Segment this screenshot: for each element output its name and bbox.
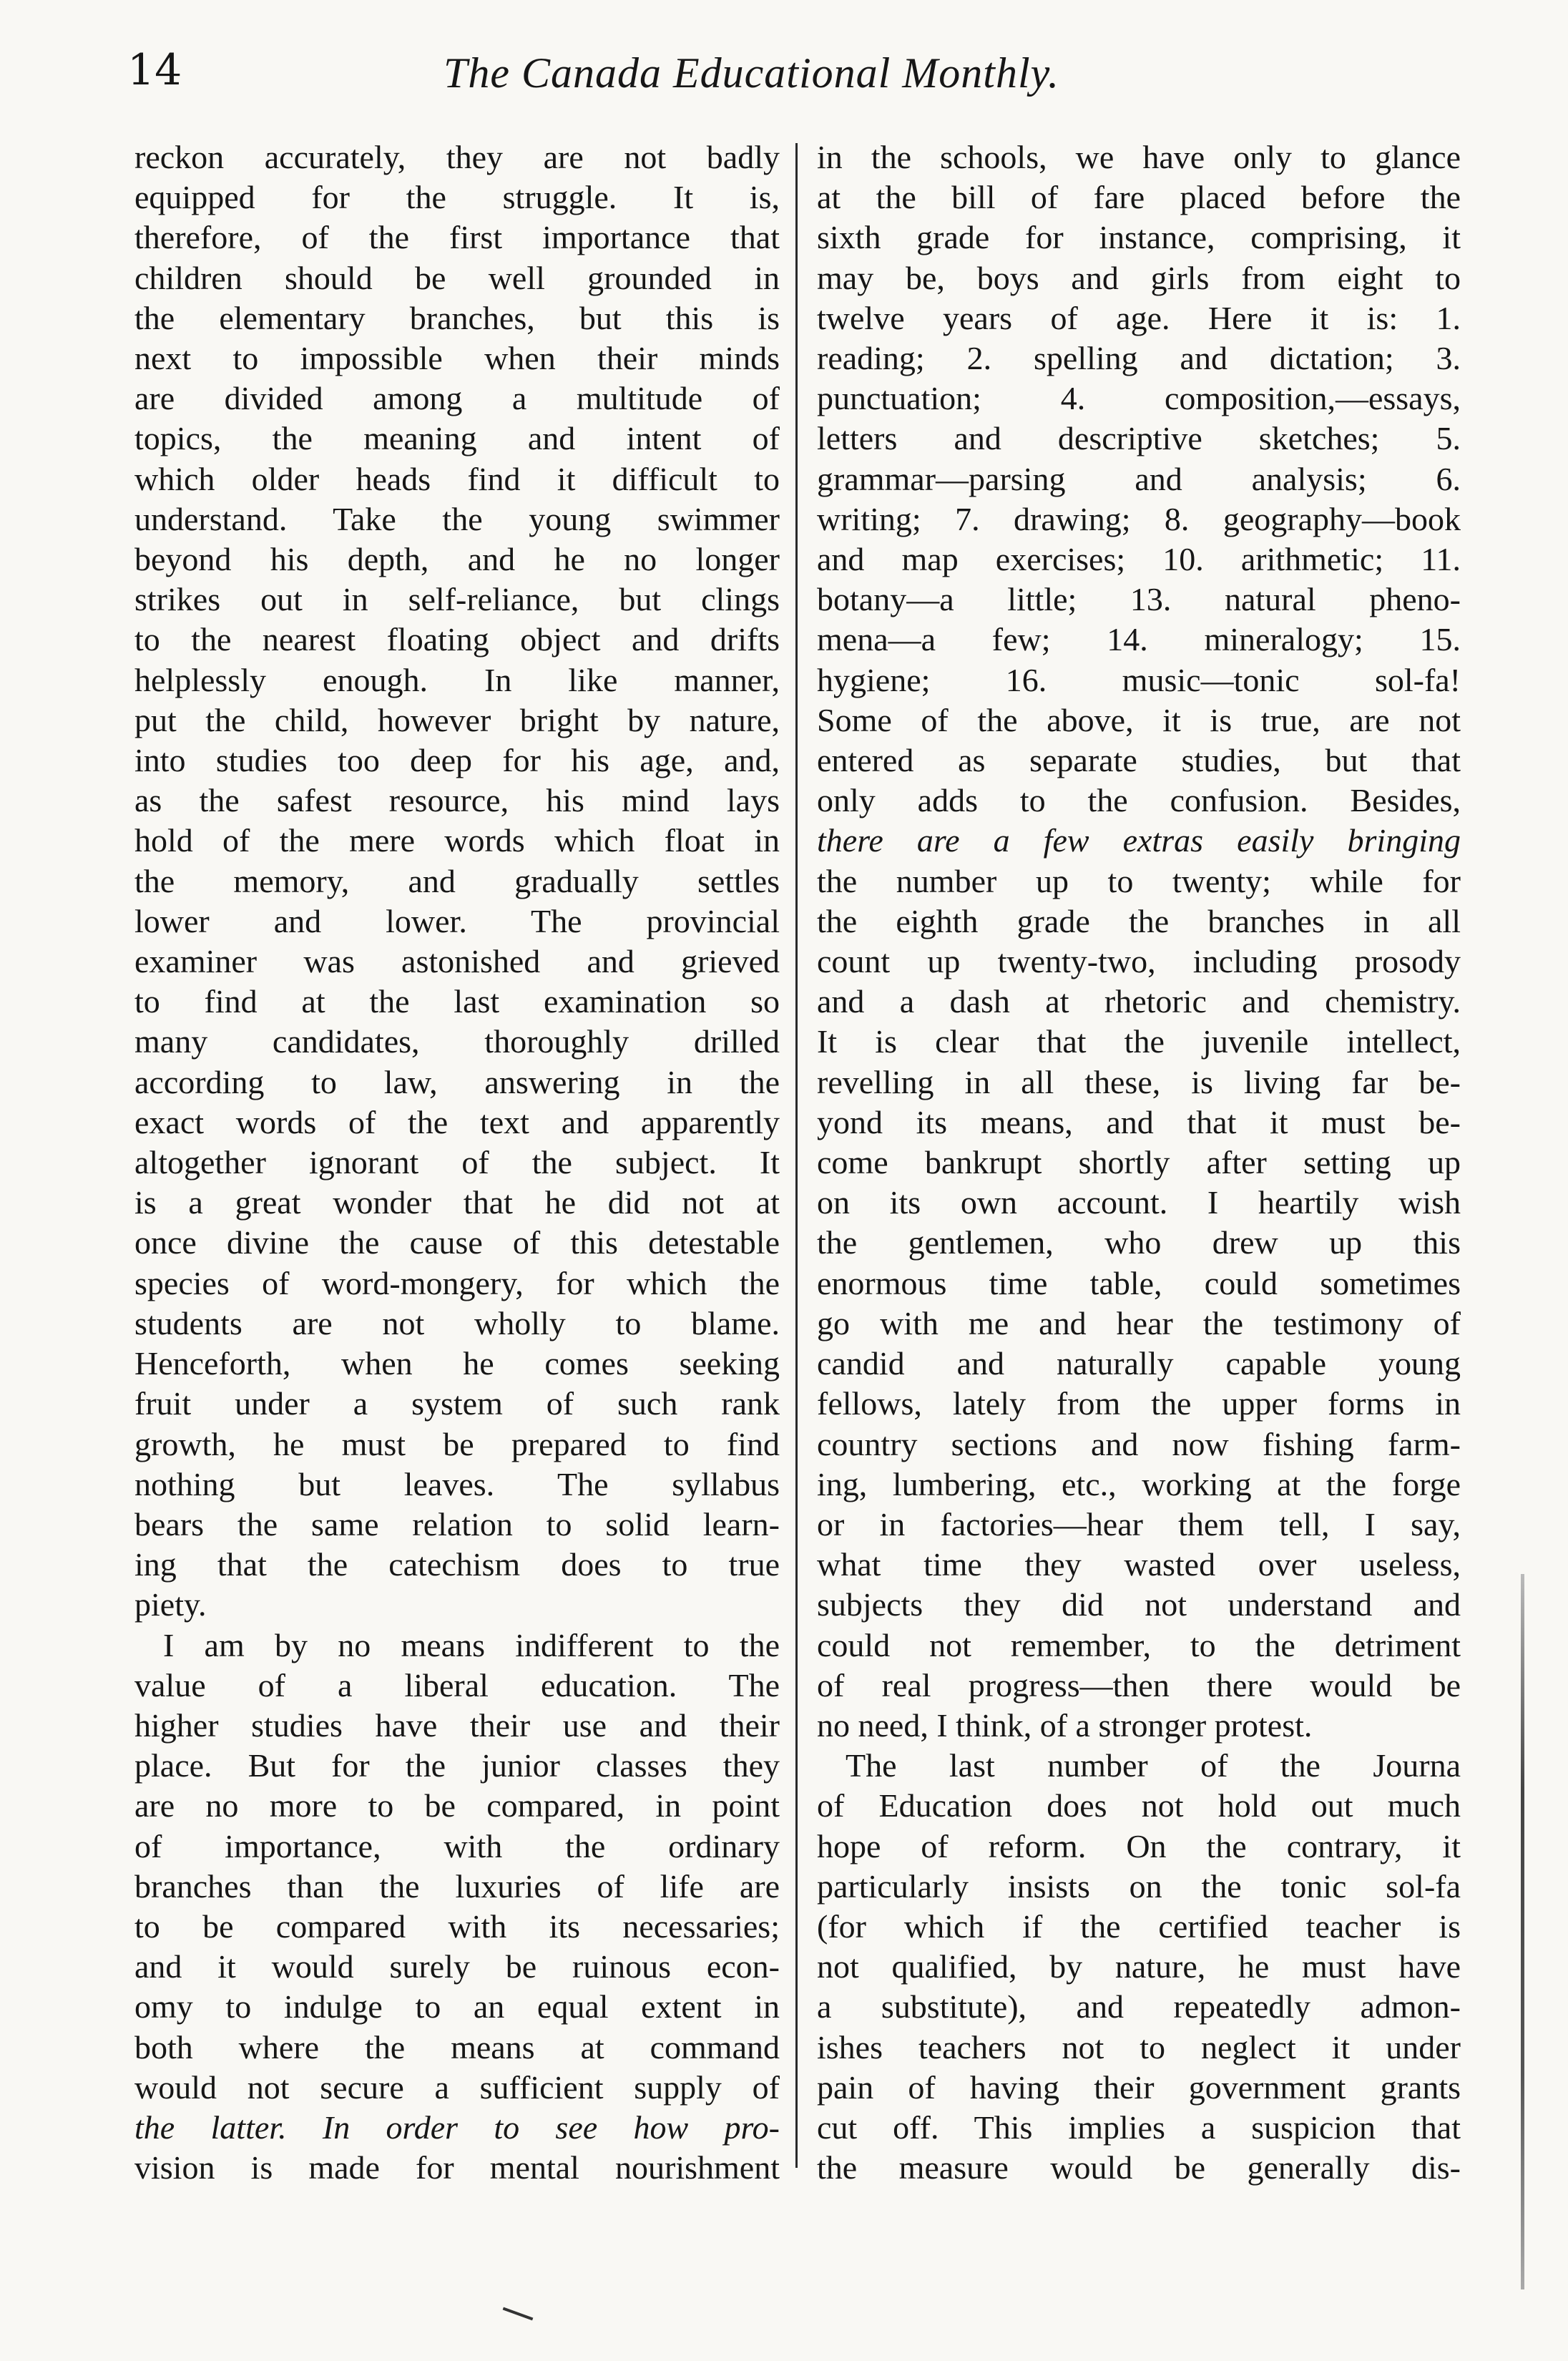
left-line: therefore, of the first importance that [134, 219, 780, 256]
right-line: (for which if the certified teacher is [817, 1907, 1461, 1945]
left-line: would not secure a sufficient supply of [134, 2068, 780, 2106]
page-number: 14 [127, 45, 182, 95]
right-line: entered as separate studies, but that [817, 742, 1461, 779]
left-line: into studies too deep for his age, and, [134, 742, 780, 779]
left-line: I am by no means indifferent to the [163, 1626, 780, 1663]
right-line: grammar—parsing and analysis; 6. [817, 460, 1461, 497]
right-line: reading; 2. spelling and dictation; 3. [817, 340, 1461, 377]
right-line: yond its means, and that it must be- [817, 1103, 1461, 1140]
right-line: subjects they did not understand and [817, 1586, 1461, 1623]
left-line: once divine the cause of this detestable [134, 1224, 780, 1261]
left-line: the latter. In order to see how pro- [134, 2108, 780, 2146]
left-line: nothing but leaves. The syllabus [134, 1465, 780, 1502]
left-line: hold of the mere words which float in [134, 822, 780, 859]
right-line: writing; 7. drawing; 8. geography—book [817, 500, 1461, 537]
left-line: Henceforth, when he comes seeking [134, 1345, 780, 1382]
right-line: the gentlemen, who drew up this [817, 1224, 1461, 1261]
left-line: both where the means at command [134, 2028, 780, 2066]
left-line: the memory, and gradually settles [134, 862, 780, 899]
left-line: altogether ignorant of the subject. It [134, 1144, 780, 1181]
left-line: many candidates, thoroughly drilled [134, 1023, 780, 1060]
right-line: not qualified, by nature, he must have [817, 1948, 1461, 1985]
left-line: as the safest resource, his mind lays [134, 782, 780, 819]
left-line: according to law, answering in the [134, 1063, 780, 1100]
left-line: are no more to be compared, in point [134, 1787, 780, 1824]
right-line: hope of reform. On the contrary, it [817, 1827, 1461, 1864]
left-line: exact words of the text and apparently [134, 1103, 780, 1140]
left-line: fruit under a system of such rank [134, 1385, 780, 1422]
left-line: understand. Take the young swimmer [134, 500, 780, 537]
left-line: put the child, however bright by nature, [134, 701, 780, 738]
column-divider [795, 143, 798, 2168]
left-line: ing that the catechism does to true [134, 1546, 780, 1583]
right-line: no need, I think, of a stronger protest. [817, 1706, 1313, 1744]
right-line: the measure would be generally dis- [817, 2149, 1461, 2186]
left-line: children should be well grounded in [134, 259, 780, 296]
right-line: enormous time table, could sometimes [817, 1264, 1461, 1301]
left-line: higher studies have their use and their [134, 1706, 780, 1744]
left-line: helplessly enough. In like manner, [134, 661, 780, 698]
left-line: bears the same relation to solid learn- [134, 1505, 780, 1543]
right-line: sixth grade for instance, comprising, it [817, 219, 1461, 256]
right-line: ishes teachers not to neglect it under [817, 2028, 1461, 2066]
right-line: go with me and hear the testimony of [817, 1304, 1461, 1341]
left-line: next to impossible when their minds [134, 340, 780, 377]
right-line: on its own account. I heartily wish [817, 1184, 1461, 1221]
left-line: place. But for the junior classes they [134, 1747, 780, 1784]
left-line: omy to indulge to an equal extent in [134, 1988, 780, 2025]
left-line: strikes out in self-reliance, but clings [134, 581, 780, 618]
right-line: or in factories—hear them tell, I say, [817, 1505, 1461, 1543]
right-line: botany—a little; 13. natural pheno- [817, 581, 1461, 618]
right-line: and a dash at rhetoric and chemistry. [817, 983, 1461, 1020]
right-line: letters and descriptive sketches; 5. [817, 420, 1461, 457]
left-line: are divided among a multitude of [134, 380, 780, 417]
right-line: of real progress—then there would be [817, 1666, 1461, 1703]
left-line: branches than the luxuries of life are [134, 1867, 780, 1905]
right-line: come bankrupt shortly after setting up [817, 1144, 1461, 1181]
right-line: Some of the above, it is true, are not [817, 701, 1461, 738]
right-line: in the schools, we have only to glance [817, 139, 1461, 175]
right-line: what time they wasted over useless, [817, 1546, 1461, 1583]
right-line: twelve years of age. Here it is: 1. [817, 299, 1461, 336]
right-line: punctuation; 4. composition,—essays, [817, 380, 1461, 417]
left-line: equipped for the struggle. It is, [134, 179, 780, 216]
left-line: piety. [134, 1586, 207, 1623]
left-line: and it would surely be ruinous econ- [134, 1948, 780, 1985]
right-line: The last number of the Journa [846, 1747, 1461, 1784]
right-line: hygiene; 16. music—tonic sol-fa! [817, 661, 1461, 698]
left-line: is a great wonder that he did not at [134, 1184, 780, 1221]
left-line: examiner was astonished and grieved [134, 943, 780, 980]
stray-ink-mark [503, 2307, 534, 2321]
right-line: a substitute), and repeatedly admon- [817, 1988, 1461, 2025]
right-line: at the bill of fare placed before the [817, 179, 1461, 216]
left-line: of importance, with the ordinary [134, 1827, 780, 1864]
left-line: species of word-mongery, for which the [134, 1264, 780, 1301]
left-line: growth, he must be prepared to find [134, 1425, 780, 1462]
right-line: and map exercises; 10. arithmetic; 11. [817, 541, 1461, 578]
left-line: which older heads find it difficult to [134, 460, 780, 497]
right-line: cut off. This implies a suspicion that [817, 2108, 1461, 2146]
right-line: ing, lumbering, etc., working at the forge [817, 1465, 1461, 1502]
left-line: value of a liberal education. The [134, 1666, 780, 1703]
right-line: candid and naturally capable young [817, 1345, 1461, 1382]
left-column [134, 137, 780, 2188]
right-line: fellows, lately from the upper forms in [817, 1385, 1461, 1422]
left-line: reckon accurately, they are not badly [134, 139, 780, 175]
left-line: to be compared with its necessaries; [134, 1907, 780, 1945]
right-line: could not remember, to the detriment [817, 1626, 1461, 1663]
right-line: may be, boys and girls from eight to [817, 259, 1461, 296]
right-line: pain of having their government grants [817, 2068, 1461, 2106]
right-line: count up twenty-two, including prosody [817, 943, 1461, 980]
right-line: particularly insists on the tonic sol-fa [817, 1867, 1461, 1905]
left-line: the elementary branches, but this is [134, 299, 780, 336]
right-line: there are a few extras easily bringing [817, 822, 1461, 859]
left-line: to find at the last examination so [134, 983, 780, 1020]
right-line: of Education does not hold out much [817, 1787, 1461, 1824]
right-line: revelling in all these, is living far be- [817, 1063, 1461, 1100]
running-title: The Canada Educational Monthly. [444, 49, 1059, 97]
left-line: topics, the meaning and intent of [134, 420, 780, 457]
right-line: It is clear that the juvenile intellect, [817, 1023, 1461, 1060]
right-line: only adds to the confusion. Besides, [817, 782, 1461, 819]
left-line: vision is made for mental nourishment [134, 2149, 780, 2186]
left-line: to the nearest floating object and drifts [134, 621, 780, 658]
left-line: beyond his depth, and he no longer [134, 541, 780, 578]
left-line: lower and lower. The provincial [134, 902, 780, 939]
right-line: the eighth grade the branches in all [817, 902, 1461, 939]
page-edge-shadow [1521, 1574, 1524, 2289]
right-column [817, 137, 1461, 2188]
right-line: country sections and now fishing farm- [817, 1425, 1461, 1462]
right-line: mena—a few; 14. mineralogy; 15. [817, 621, 1461, 658]
left-line: students are not wholly to blame. [134, 1304, 780, 1341]
right-line: the number up to twenty; while for [817, 862, 1461, 899]
